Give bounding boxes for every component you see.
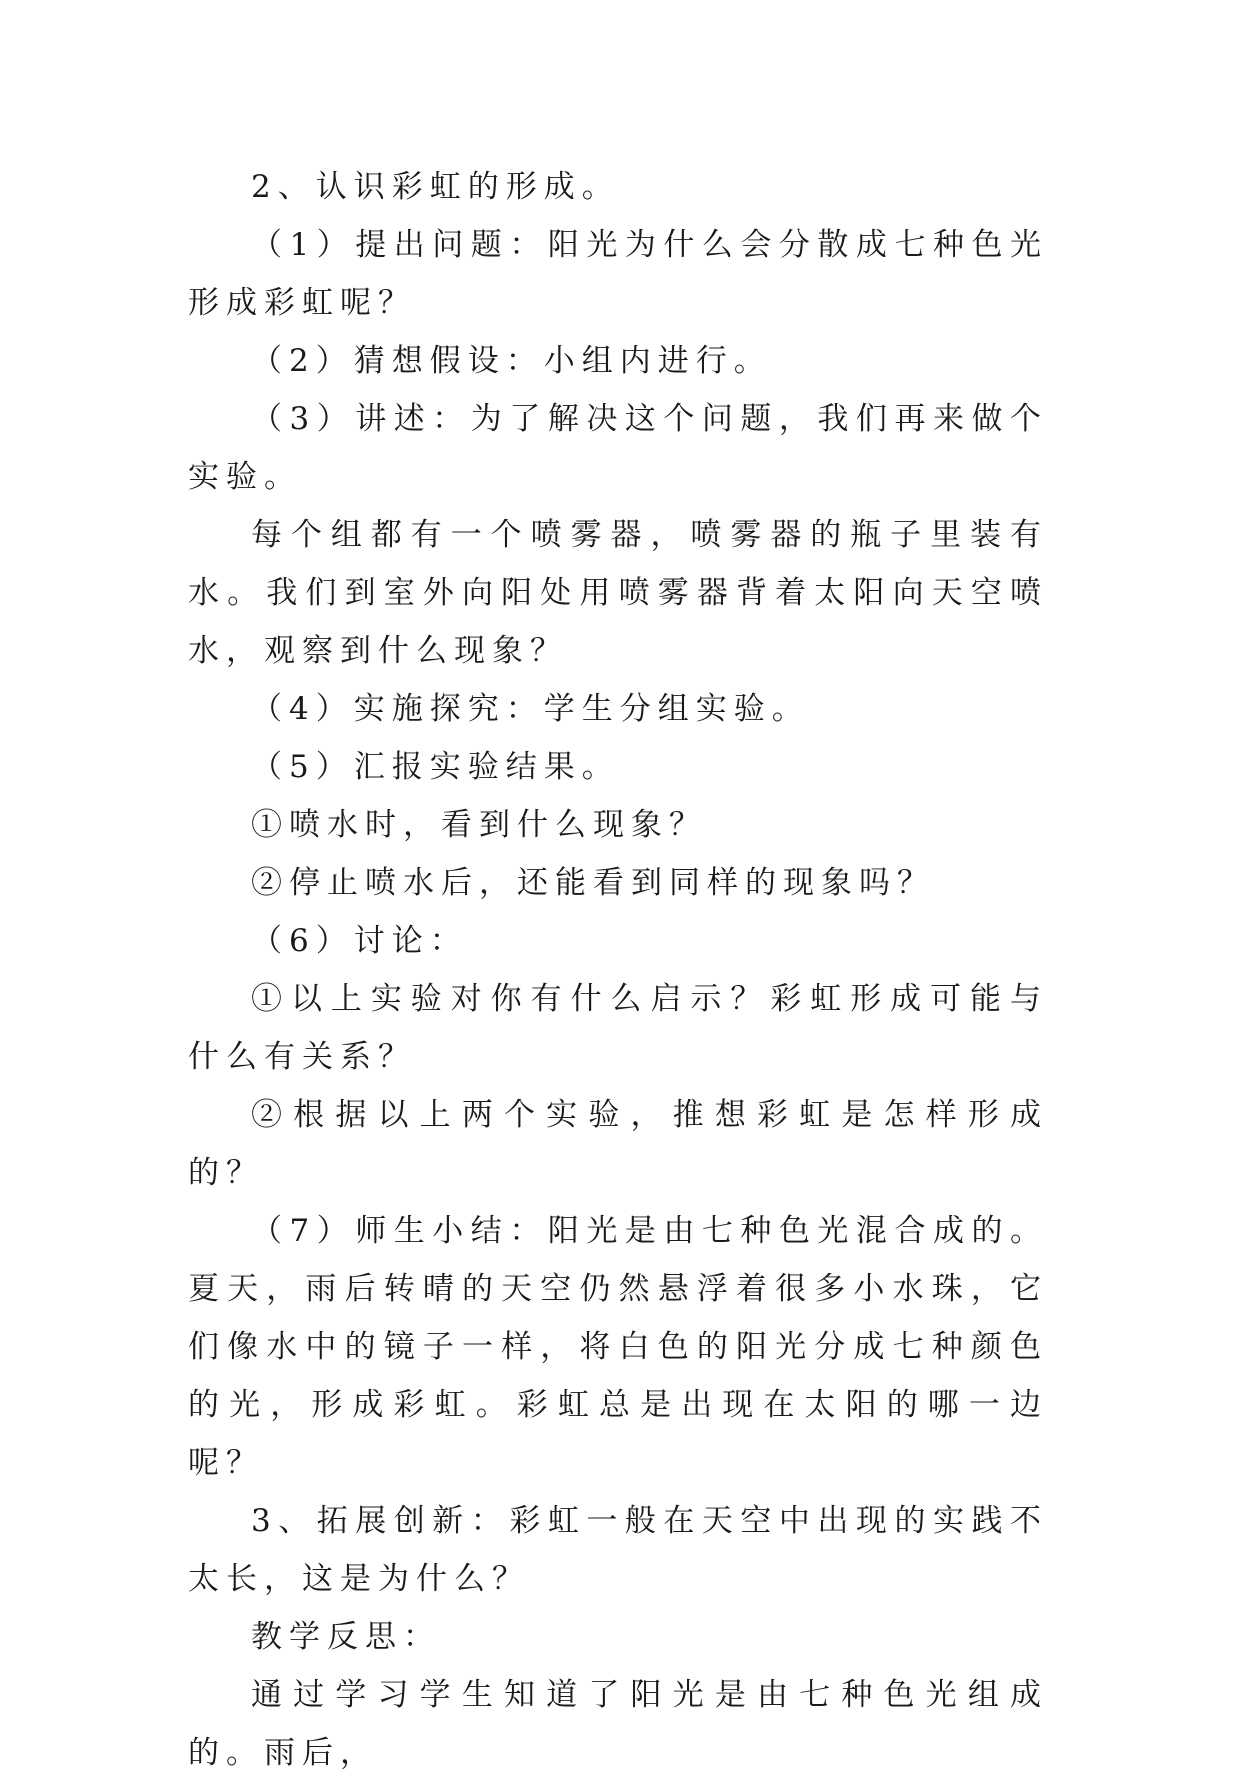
paragraph-step-7-summary: （7）师生小结：阳光是由七种色光混合成的。夏天，雨后转晴的天空仍然悬浮着很多小水珠，它们像水中的镜子一样，将白色的阳光分成七种颜色的光，形成彩虹。彩虹总是出现在太阳的哪一边呢？ <box>188 1213 1048 1481</box>
paragraph-section-2-heading: 2、认识彩虹的形成。 <box>251 169 620 205</box>
paragraph-experiment-description: 每个组都有一个喷雾器，喷雾器的瓶子里装有水。我们到室外向阳处用喷雾器背着太阳向天空喷水，观察到什么现象？ <box>188 517 1048 669</box>
paragraph-step-5: （5）汇报实验结果。 <box>251 749 620 785</box>
paragraph-discussion-1: ①以上实验对你有什么启示？彩虹形成可能与什么有关系？ <box>188 981 1048 1075</box>
document-body <box>188 158 1048 1782</box>
paragraph-step-6: （6）讨论： <box>251 923 468 959</box>
paragraph-reflection-body: 通过学习学生知道了阳光是由七种色光组成的。雨后， <box>188 1677 1048 1771</box>
paragraph-step-2: （2）猜想假设：小组内进行。 <box>251 343 772 379</box>
paragraph-step-3: （3）讲述：为了解决这个问题，我们再来做个实验。 <box>188 401 1048 495</box>
paragraph-discussion-2: ②根据以上两个实验，推想彩虹是怎样形成的？ <box>188 1097 1048 1191</box>
paragraph-question-2: ②停止喷水后，还能看到同样的现象吗？ <box>251 865 935 901</box>
paragraph-section-3-extension: 3、拓展创新：彩虹一般在天空中出现的实践不太长，这是为什么？ <box>188 1503 1048 1597</box>
paragraph-step-1: （1）提出问题：阳光为什么会分散成七种色光形成彩虹呢？ <box>188 227 1048 321</box>
paragraph-reflection-heading: 教学反思： <box>251 1619 441 1655</box>
paragraph-question-1: ①喷水时，看到什么现象？ <box>251 807 707 843</box>
paragraph-step-4: （4）实施探究：学生分组实验。 <box>251 691 810 727</box>
